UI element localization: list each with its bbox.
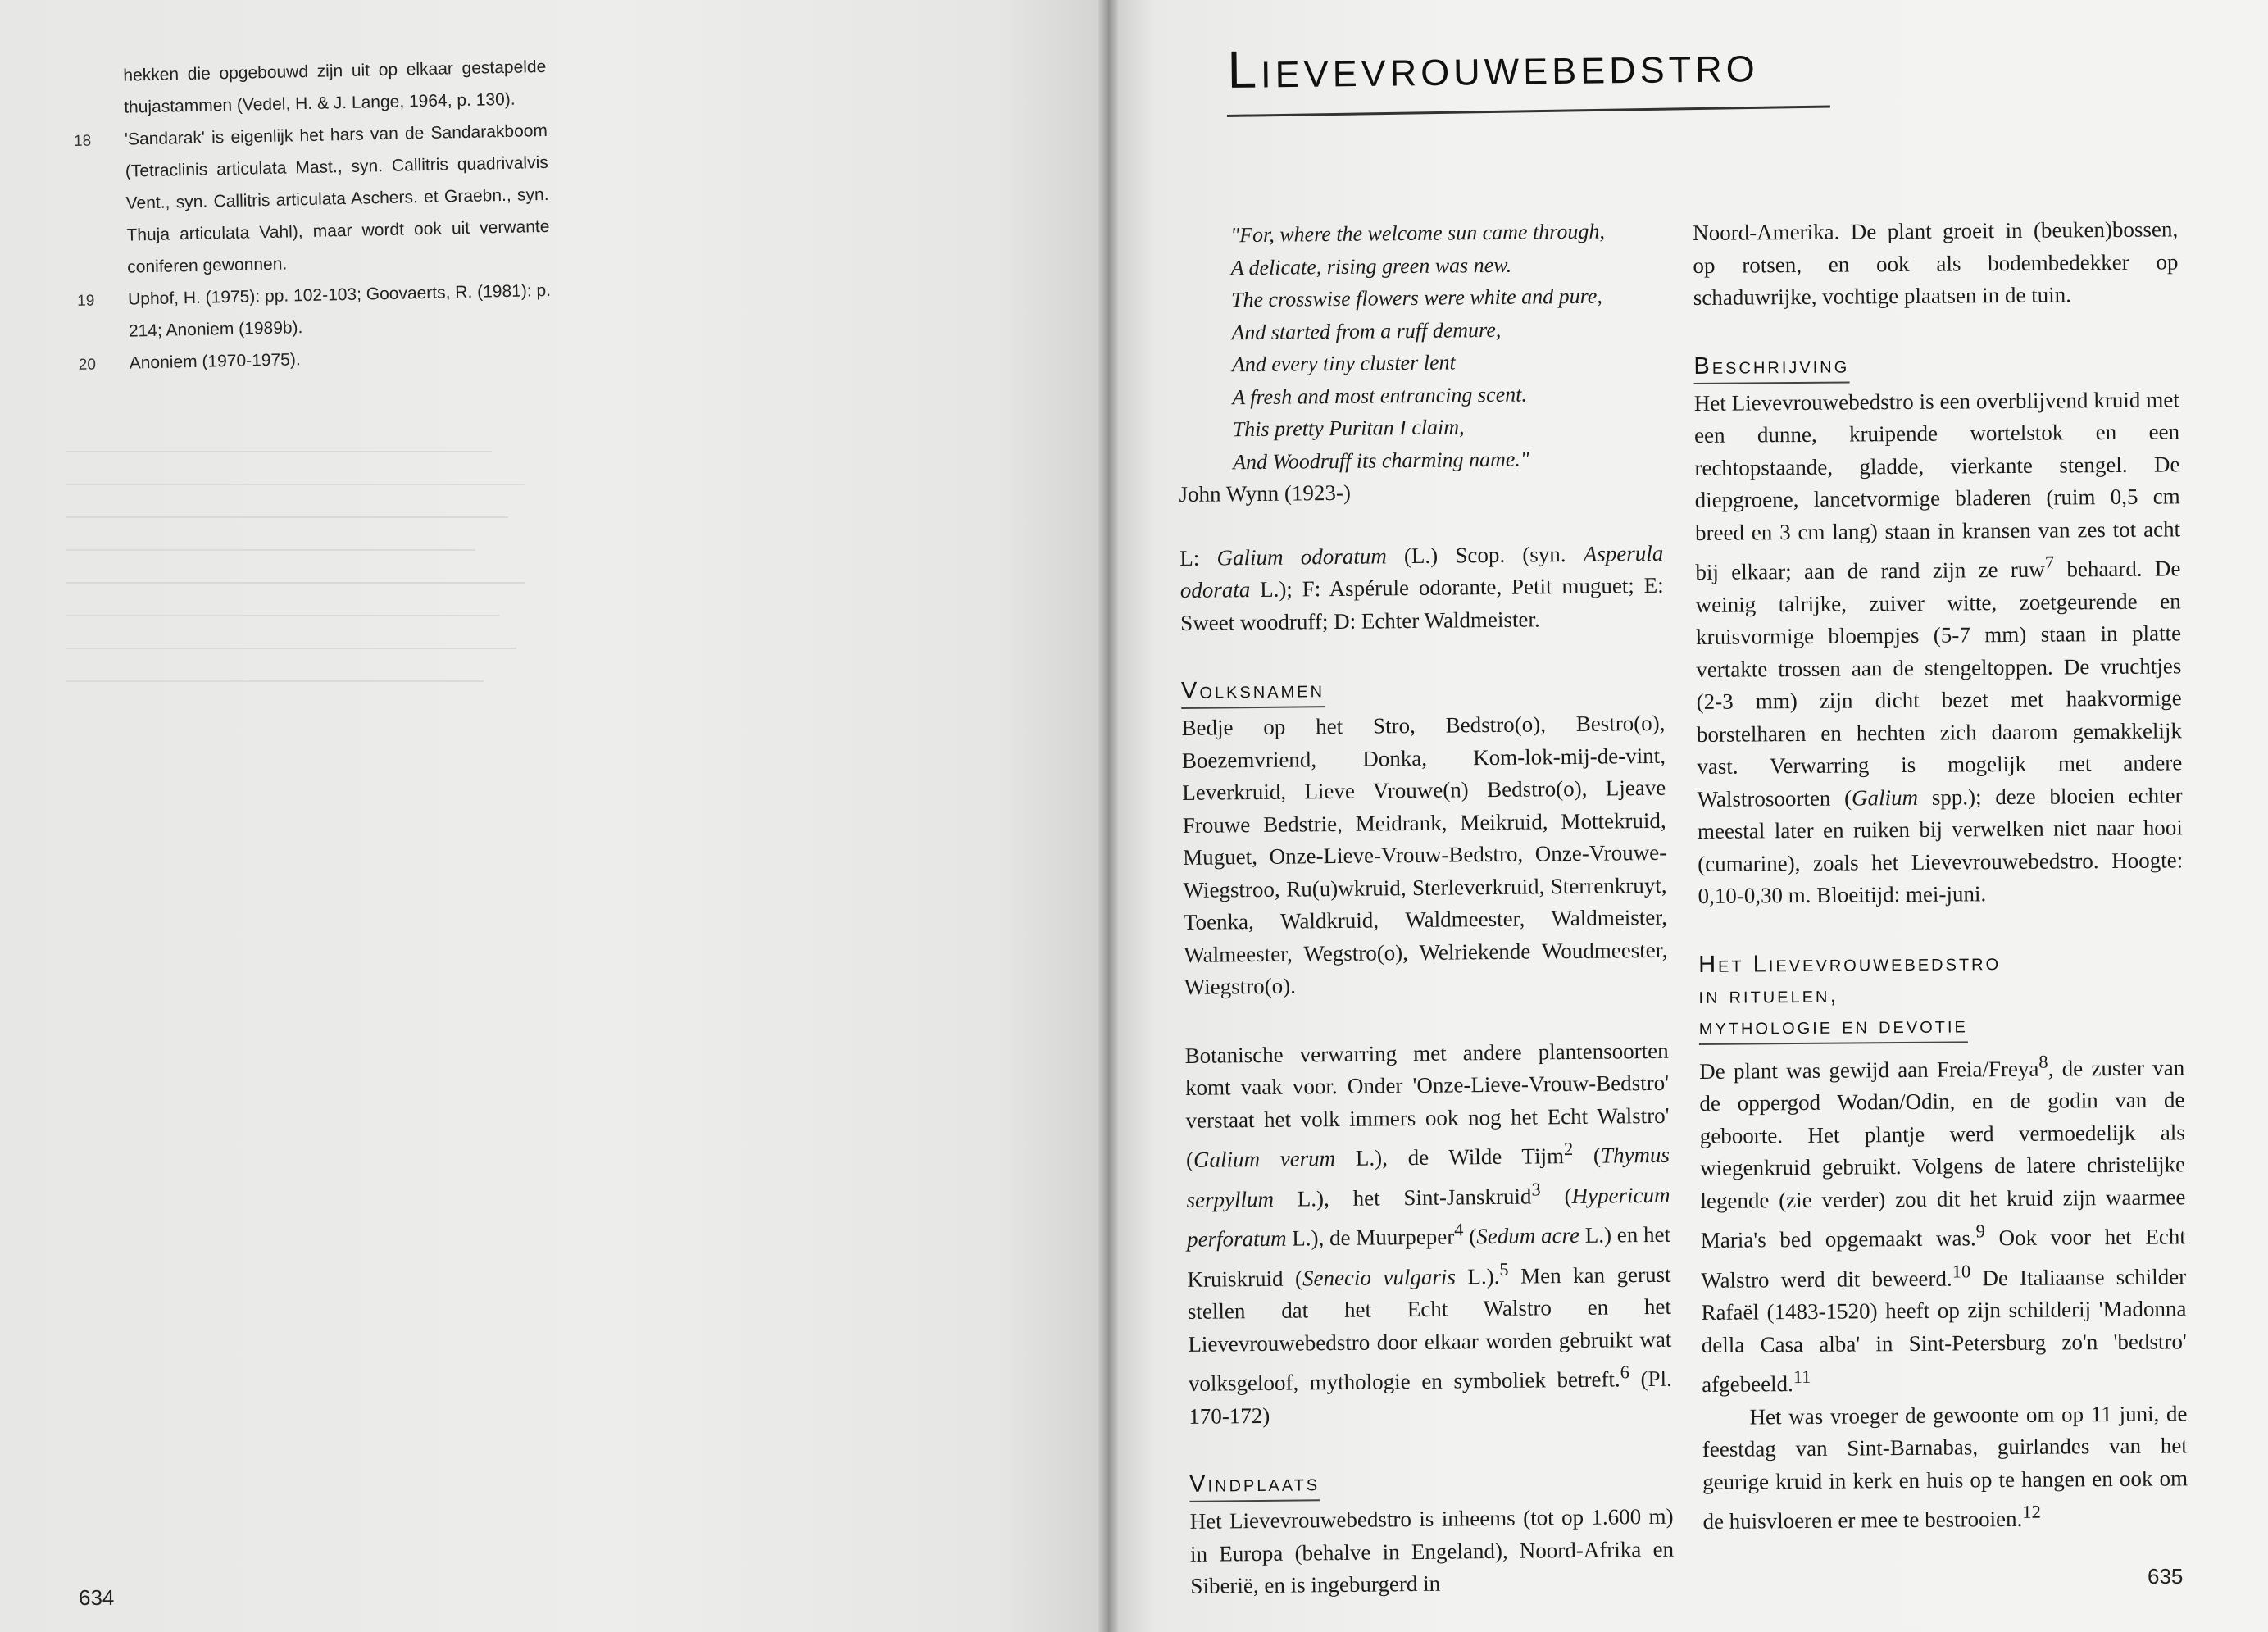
latin-name: Senecio vulgaris [1302,1264,1457,1290]
heading-text: Volksnamen [1181,674,1325,709]
footnote-19 [77,275,552,348]
heading-text: Het Lievevrouwebedstro [1698,948,2002,978]
poem-line: A delicate, rising green was new. [1230,252,1512,280]
poem-line: And started from a ruff demure, [1231,317,1502,344]
body-text: De plant was gewijd aan Freia/Freya [1699,1056,2039,1084]
footnote-text: hekken die opgebouwd zijn uit op elkaar gestapelde thujastammen (Vedel, H. & J. Lange, 1964, p. 130). [123,57,547,117]
body-text: L.), het Sint-Janskruid [1273,1184,1532,1211]
page-title: Lievevrouwebedstro [1227,34,1760,99]
body-text: Men kan gerust stellen dat het Echt Walstro en het Lievevrouwebedstro door elkaar worden gebruikt wat volksgeloof, mythologie en symboliek betreft. [1187,1262,1672,1396]
page-number-right: 635 [2148,1564,2184,1589]
poem-line: "For, where the welcome sun came through, [1230,219,1606,248]
poem-line: A fresh and most entrancing scent. [1232,382,1528,409]
latin-name: Hypericum perforatum [1186,1182,1670,1252]
vindplaats-paragraph-part2: Noord-Amerika. De plant groeit in (beuken)bossen, op rotsen, en ook als bodembedekker op schaduwrijke, vochtige plaatsen in de tuin. [1693,216,2179,310]
footnote-text: Uphof, H. (1975): pp. 102-103; Goovaerts, R. (1981): p. 214; Anoniem (1989b). [127,280,552,341]
heading-text: mythologie en devotie [1699,1009,1968,1045]
heading-text: Beschrijving [1693,349,1849,384]
body-text: spp.); deze bloeien echter meestal later en ruiken bij verwelken niet naar hooi (cumarine), zoals het Lievevrouwebedstro. Hoogte: 0,10-0,30 m. Bloeitijd: mei-juni. [1697,782,2184,908]
latin-name: Sedum acre [1476,1222,1580,1249]
latin-name: Asperula odorata [1179,540,1664,602]
names-text: L: [1179,545,1217,571]
names-text: L.); F: Aspérule odorante, Petit muguet; E: Sweet woodruff; D: Echter Waldmeister. [1179,572,1664,635]
footnote-ref: 8 [2038,1051,2048,1072]
footnote-text: Anoniem (1970-1975). [129,350,301,373]
poem-credit: John Wynn (1923-) [1179,480,1352,507]
poem-line: The crosswise flowers were white and pure, [1230,284,1602,312]
rituelen-paragraph-2 [1702,1398,2188,1539]
book-gutter [1098,0,1118,1632]
body-text: (Pl. 170-172) [1189,1366,1672,1429]
vindplaats-paragraph-part1: Het Lievevrouwebedstro is inheems (tot op 1.600 m) in Europa (behalve in Engeland), Noord-Afrika en Siberië, en is ingeburgerd in [1189,1503,1675,1598]
poem-line: This pretty Puritan I claim, [1232,415,1465,442]
poem-line: And Woodruff its charming name." [1232,447,1529,474]
text-column-2 [1693,213,2188,1538]
footnote-ref: 10 [1952,1260,1971,1282]
body-text: behaard. De weinig talrijke, zuiver witte, zoetgeurende en kruisvormige bloempjes (5-7 mm) staan in platte vertakte trossen aan de stengeltoppen. De vruchtjes (2-3 mm) zijn dicht bezet met haakvormige borstelharen en hechten zich daarom gemakkelijk vast. Verwarring is mogelijk met andere Walstrosoorten ( [1695,556,2183,811]
section-heading-rituelen [1698,945,2184,1045]
heading-text: Vindplaats [1189,1467,1320,1502]
latin-name: Galium odoratum [1216,543,1387,571]
section-heading-vindplaats [1189,1464,1673,1502]
footnote-18 [74,115,551,284]
footnote-ref: 2 [1563,1138,1574,1160]
plant-names-paragraph [1179,537,1664,639]
footnote-number: 19 [76,292,95,310]
verwarring-paragraph [1184,1034,1672,1433]
footnote-number: 20 [78,356,97,374]
section-heading-volksnamen [1181,671,1665,709]
footnote-number [72,60,123,61]
body-text: De Italiaanse schilder Rafaël (1483-1520) heeft op zijn schilderij 'Madonna della Casa alba' in Sint-Petersburg zo'n 'bedstro' afgebeeld. [1701,1263,2187,1397]
body-text: L.) en het Kruiskruid ( [1187,1221,1671,1292]
body-text: L.), de Wilde Tijm [1335,1143,1565,1171]
bleed-through-text [66,426,557,1328]
body-text: Het Lievevrouwebedstro is een overblijvend kruid met een dunne, kruipende wortelstok en een rechtopstaande, gladde, vierkante stengel. De diepgroene, lancetvormige bladeren (ruim 0,5 cm breed en 3 cm lang) staan in kransen van zes tot acht bij elkaar; aan de rand zijn ze ruw [1693,386,2181,584]
epigraph-poem [1230,215,1662,478]
beschrijving-paragraph [1694,384,2184,913]
body-text: , de zuster van de oppergod Wodan/Odin, en de godin van de geboorte. Het plantje werd vermoedelijk als wiegenkruid gebruikt. Volgens de latere christelijke legende (zie verder) zou dit het kruid zijn waarmee Maria's bed opgemaakt was. [1699,1054,2186,1252]
text-column-1 [1176,215,1675,1603]
heading-text: in rituelen, [1698,981,1839,1009]
body-text: ( [1540,1183,1572,1208]
latin-name: Thymus serpyllum [1186,1142,1670,1212]
page-number-left: 634 [79,1585,115,1610]
footnote-ref: 9 [1975,1221,1985,1242]
body-text: Botanische verwarring met andere plantensoorten komt vaak voor. Onder 'Onze-Lieve-Vrouw-Bedstro' verstaat het volk immers ook nog het Echt Walstro' ( [1184,1038,1670,1172]
footnote-ref: 4 [1454,1219,1464,1240]
poem-line: And every tiny cluster lent [1231,350,1456,377]
body-text: Ook voor het Echt Walstro werd dit beweerd. [1701,1224,2186,1293]
footnote-ref: 3 [1531,1178,1541,1200]
footnote-number: 18 [73,132,92,150]
footnote-ref: 11 [1793,1366,1811,1388]
body-text: ( [1463,1224,1477,1249]
body-text: L.), de Muurpeper [1286,1224,1455,1251]
footnote-text: 'Sandarak' is eigenlijk het hars van de Sandarakboom (Tetraclinis articulata Mast., syn. Callitris quadrivalvis Vent., syn. Callitris articulata Aschers. et Graebn., syn. Thuja articulata Vahl), maar wordt ook uit verwante coniferen gewonnen. [124,120,550,277]
volksnamen-paragraph: Bedje op het Stro, Bedstro(o), Bestro(o), Boezemvriend, Donka, Kom-lok-mij-de-vint, Leverkruid, Lieve Vrouwe(n) Bedstro(o), Ljeave Frouwe Bedstrie, Meidrank, Meikruid, Mottekruid, Muguet, Onze-Lieve-Vrouw-Bedstro, Onze-Vrouwe-Wiegstroo, Ru(u)wkruid, Sterleverkruid, Sterrenkruyt, Toenka, Waldkruid, Waldmeester, Waldmeister, Walmeester, Wegstro(o), Welriekende Woudmeester, Wiegstro(o). [1181,710,1668,999]
footnote-ref: 5 [1499,1258,1509,1280]
footnote-continued [72,51,548,125]
names-text: (L.) Scop. (syn. [1386,541,1584,568]
footnote-ref: 6 [1620,1362,1629,1383]
latin-name: Galium verum [1193,1146,1336,1172]
footnote-ref: 7 [2044,552,2055,573]
body-text: Het was vroeger de gewoonte om op 11 juni, de feestdag van Sint-Barnabas, guirlandes van het geurige kruid in kerk en huis op te hangen en ook om de huisvloeren er mee te bestrooien. [1702,1400,2188,1534]
footnote-ref: 12 [2022,1501,2041,1522]
rituelen-paragraph-1 [1699,1044,2187,1402]
footnotes [72,51,552,381]
body-text: L.). [1455,1263,1500,1289]
body-text: ( [1573,1143,1602,1168]
latin-name: Galium [1851,784,1919,810]
section-heading-beschrijving [1693,347,2179,384]
